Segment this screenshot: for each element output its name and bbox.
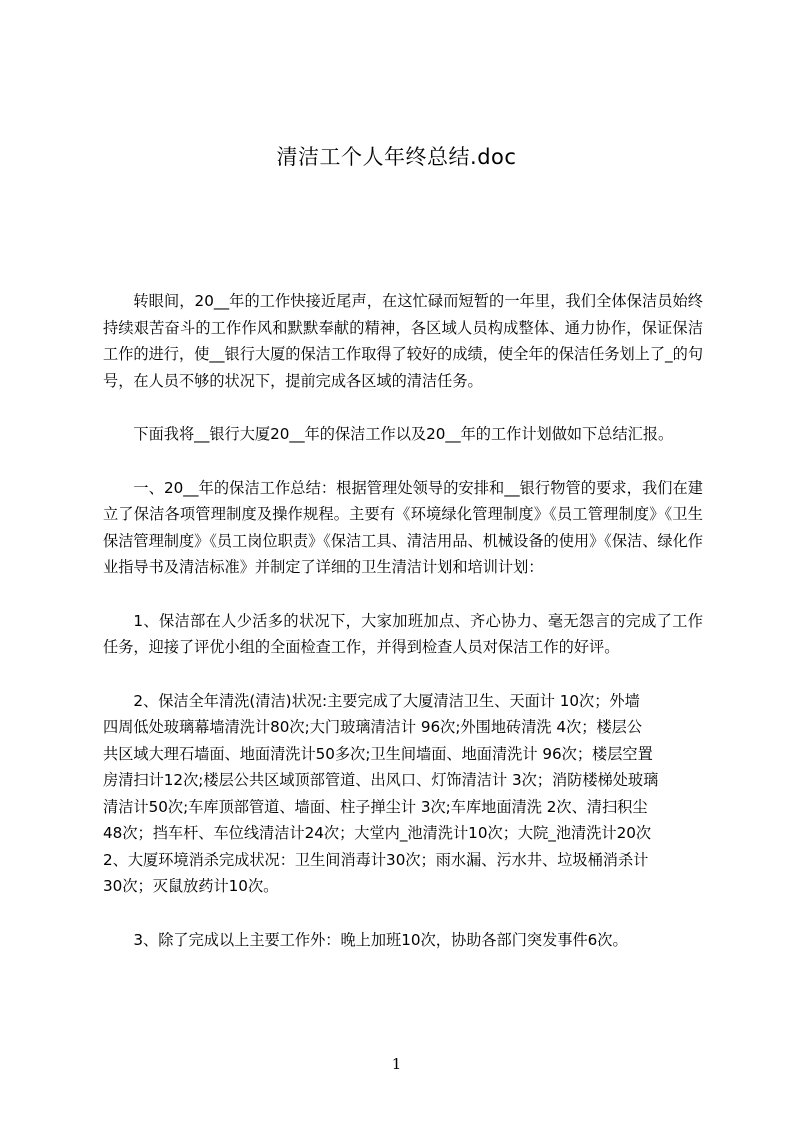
page-number: 1 — [391, 1055, 402, 1073]
paragraph-line: 30次；灭鼠放药计10次。 — [103, 877, 279, 895]
paragraph-line: 2、保洁全年清洗(清洁)状况:主要完成了大厦清洁卫生、天面计 10次；外墙 — [133, 691, 640, 710]
paragraph-line: 房清扫计12次;楼层公共区域顶部管道、出风口、灯饰清洁计 3次；消防楼梯处玻璃 — [103, 771, 659, 789]
paragraph-item-two — [103, 688, 703, 900]
paragraph-intro: 转眼间，20__年的工作快接近尾声，在这忙碌而短暂的一年里，我们全体保洁员始终持续艰苦奋斗的工作作风和默默奉献的精神，各区域人员构成整体、通力协作，保证保洁工作的进行，使__银行大厦的保洁工作取得了较好的成绩，使全年的保洁任务划上了_的句号，在人员不够的状况下，提前完成各区域的清洁任务。 — [103, 292, 703, 390]
paragraph-line: 48次；挡车杆、车位线清洁计24次；大堂内_池清洗计10次；大院_池清洗计20次 — [103, 824, 652, 842]
paragraph-line: 四周低处玻璃幕墙清洗计80次;大门玻璃清洁计 96次;外围地砖清洗 4次；楼层公 — [103, 718, 643, 736]
paragraph-line: 清洁计50次;车库顶部管道、墙面、柱子掸尘计 3次;车库地面清洗 2次、清扫积尘 — [103, 797, 648, 816]
paragraph-line: 共区域大理石墙面、地面清洗计50多次;卫生间墙面、地面清洗计 96次；楼层空置 — [103, 744, 653, 763]
paragraph-report-intro: 下面我将__银行大厦20__年的保洁工作以及20__年的工作计划做如下总结汇报。 — [133, 425, 674, 443]
document-body — [103, 288, 703, 980]
paragraph-item-one: 1、保洁部在人少活多的状况下，大家加班加点、齐心协力、毫无怨言的完成了工作任务，迎接了评优小组的全面检查工作，并得到检查人员对保洁工作的好评。 — [103, 611, 703, 656]
paragraph-section-one: 一、20__年的保洁工作总结：根据管理处领导的安排和__银行物管的要求，我们在建立了保洁各项管理制度及操作规程。主要有《环境绿化管理制度》《员工管理制度》《卫生保洁管理制度》《员工岗位职责》《保洁工具、清洁用品、机械设备的使用》《保洁、绿化作业指导书及清洁标准》并制定了详细的卫生清洁计划和培训计划： — [103, 478, 703, 576]
document-title: 清洁工个人年终总结.doc — [276, 145, 517, 169]
paragraph-line: 2、大厦环境消杀完成状况：卫生间消毒计30次；雨水漏、污水井、垃圾桶消杀计 — [103, 850, 649, 869]
paragraph-item-three: 3、除了完成以上主要工作外：晚上加班10次，协助各部门突发事件6次。 — [133, 930, 628, 949]
